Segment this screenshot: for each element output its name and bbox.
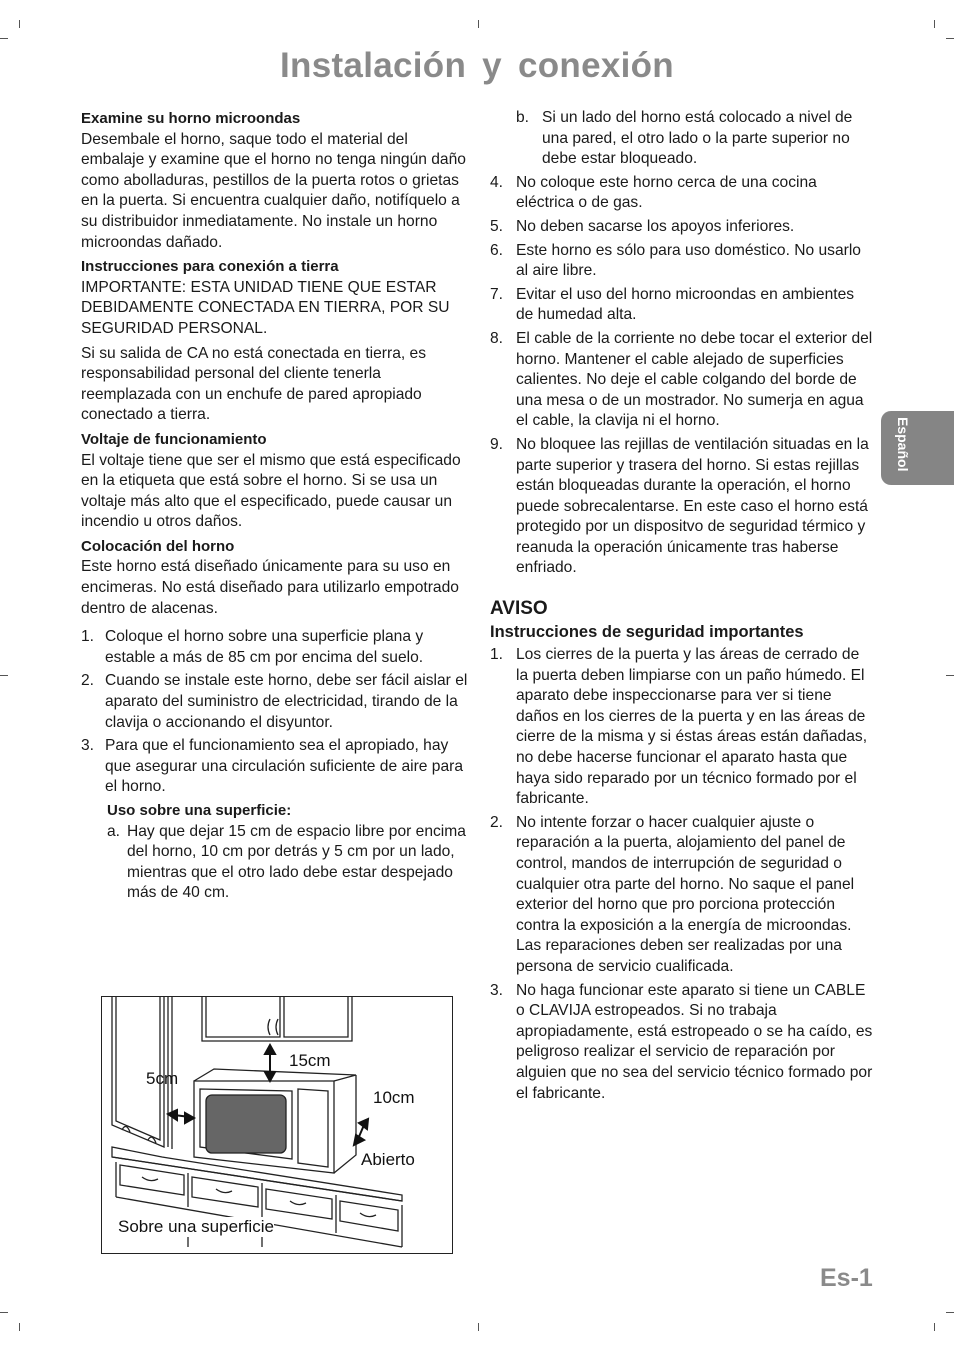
label-5cm: 5cm [146,1069,179,1088]
surface-use-block [81,801,473,904]
page-title: Instalación y conexión [280,46,674,85]
paragraph: Desembale el horno, saque todo el material del embalaje y examine que el horno no tenga ningún daño como abolladuras, pestillos de la puerta rotos o grietas en la puerta. Si encuentra cualquier daño, notifíquelo a su distribuidor inmediatamente. No instale un horno microondas dañado. [81,130,466,251]
crop-mark [478,20,479,28]
list-item: 3. Para que el funcionamiento sea el apropiado, hay que asegurar una circulación suficiente de aire para el horno. [81,737,464,796]
label-surface: Sobre una superficie [118,1217,274,1236]
placement-list-continued [490,173,875,579]
list-item: 3. No haga funcionar este aparato si tiene un CABLE o CLAVIJA estropeados. Si no trabaja apropiadamente, está estropeado o se ha caído, es peligroso realizar el servicio de reparación por alguien que no sea del servicio técnico formado por el fabricante. [490,981,873,1102]
page-number: Es-1 [820,1264,873,1292]
left-column [81,109,473,907]
crop-mark [934,20,935,28]
list-item: 9. No bloquee las rejillas de ventilación situadas en la parte superior y trasera del horno. Si estas rejillas están bloqueadas durante la operación, el horno puede sobrecalentarse. En este caso el horno está protegido por un dispositvo de seguridad térmico y reanuda la operación únicamente tras haberse enfriado. [490,435,869,577]
section-heading: Voltaje de funcionamiento [81,430,267,448]
section-heading: Instrucciones para conexión a tierra [81,258,339,276]
aviso-subheading: Instrucciones de seguridad importantes [490,623,804,642]
language-tab-label: Español [895,417,911,472]
list-item: 1. Los cierres de la puerta y las áreas de cerrado de la puerta deben limpiarse con un paño húmedo. El aparato debe inspeccionarse para ver si tiene daños en los cierres de la puerta y en las áreas de cierre de la misma y si éstas áreas están dañadas, no debe hacerse funcionar el aparato hasta que haya sido reparado por un técnico formado por el fabricante. [490,646,868,808]
crop-mark [0,1312,8,1313]
paragraph: IMPORTANTE: ESTA UNIDAD TIENE QUE ESTAR DEBIDAMENTE CONECTADA EN TIERRA, POR SU SEGURIDAD PERSONAL. [81,278,450,337]
section-heading: Examine su horno microondas [81,110,301,127]
safety-list [490,645,875,1104]
crop-mark [946,1312,954,1313]
list-item: 1. Coloque el horno sobre una superficie plana y estable a más de 85 cm por encima del suelo. [81,628,424,666]
sub-heading: Uso sobre una superficie: [107,802,292,819]
placement-list [81,627,473,798]
paragraph: Este horno está diseñado únicamente para su uso en encimeras. No está diseñado para utilizarlo empotrado dentro de alacenas. [81,558,459,617]
list-item: b. Si un lado del horno está colocado a nivel de una pared, el otro lado o la parte superior no debe estar bloqueado. [516,109,853,168]
list-item: 7. Evitar el uso del horno microondas en ambientes de humedad alta. [490,285,855,324]
language-tab [881,411,954,485]
right-column [490,108,875,1107]
crop-mark [0,38,8,39]
microwave-clearance-illustration [102,997,452,1253]
crop-mark [19,20,20,28]
crop-mark [934,1323,935,1331]
installation-diagram [101,996,453,1254]
label-abierto: Abierto [361,1150,415,1169]
list-item: 2. Cuando se instale este horno, debe ser fácil aislar el aparato del suministro de electricidad, tirando de la clavija o accionando el disyuntor. [81,672,468,731]
section-heading: Colocación del horno [81,537,235,555]
crop-mark [0,675,8,676]
crop-mark [946,38,954,39]
crop-mark [19,1323,20,1331]
list-item: 5. No deben sacarse los apoyos inferiores. [490,217,795,235]
paragraph: Si su salida de CA no está conectada en tierra, es responsabilidad personal del cliente tenerla reemplazada con un enchufe de pared apropiado conectado a tierra. [81,344,427,424]
list-item: 2. No intente forzar o hacer cualquier ajuste o reparación a la puerta, alojamiento del panel de control, mandos de interrupción de seguridad o cualquier otra parte del horno. No saque el panel exterior del horno que pro porciona protección contra la exposición a la energía de microondas. Las reparaciones deben ser realizadas por una persona de servicio cualificada. [490,813,855,975]
label-15cm: 15cm [289,1051,331,1070]
paragraph: El voltaje tiene que ser el mismo que está especificado en la etiqueta que está sobre el horno. Si se usa un voltaje más alto que el especificado, puede causar un incendio u otros daños. [81,451,461,531]
crop-mark [946,675,954,676]
list-item: 8. El cable de la corriente no debe tocar el exterior del horno. Mantener el cable alejado de superficies calientes. No deje el cable colgando del borde de una mesa o de un mostrador. No sumerja en agua el cable, la clavija ni el horno. [490,329,873,430]
crop-mark [478,1323,479,1331]
aviso-heading: AVISO [490,598,548,620]
label-10cm: 10cm [373,1088,415,1107]
list-item: 6. Este horno es sólo para uso doméstico. No usarlo al aire libre. [490,241,861,280]
list-item: a. Hay que dejar 15 cm de espacio libre por encima del horno, 10 cm por detrás y 5 cm por un lado, mientras que el otro lado debe estar despejado más de 40 cm. [107,822,466,902]
list-item: 4. No coloque este horno cerca de una cocina eléctrica o de gas. [490,173,817,212]
